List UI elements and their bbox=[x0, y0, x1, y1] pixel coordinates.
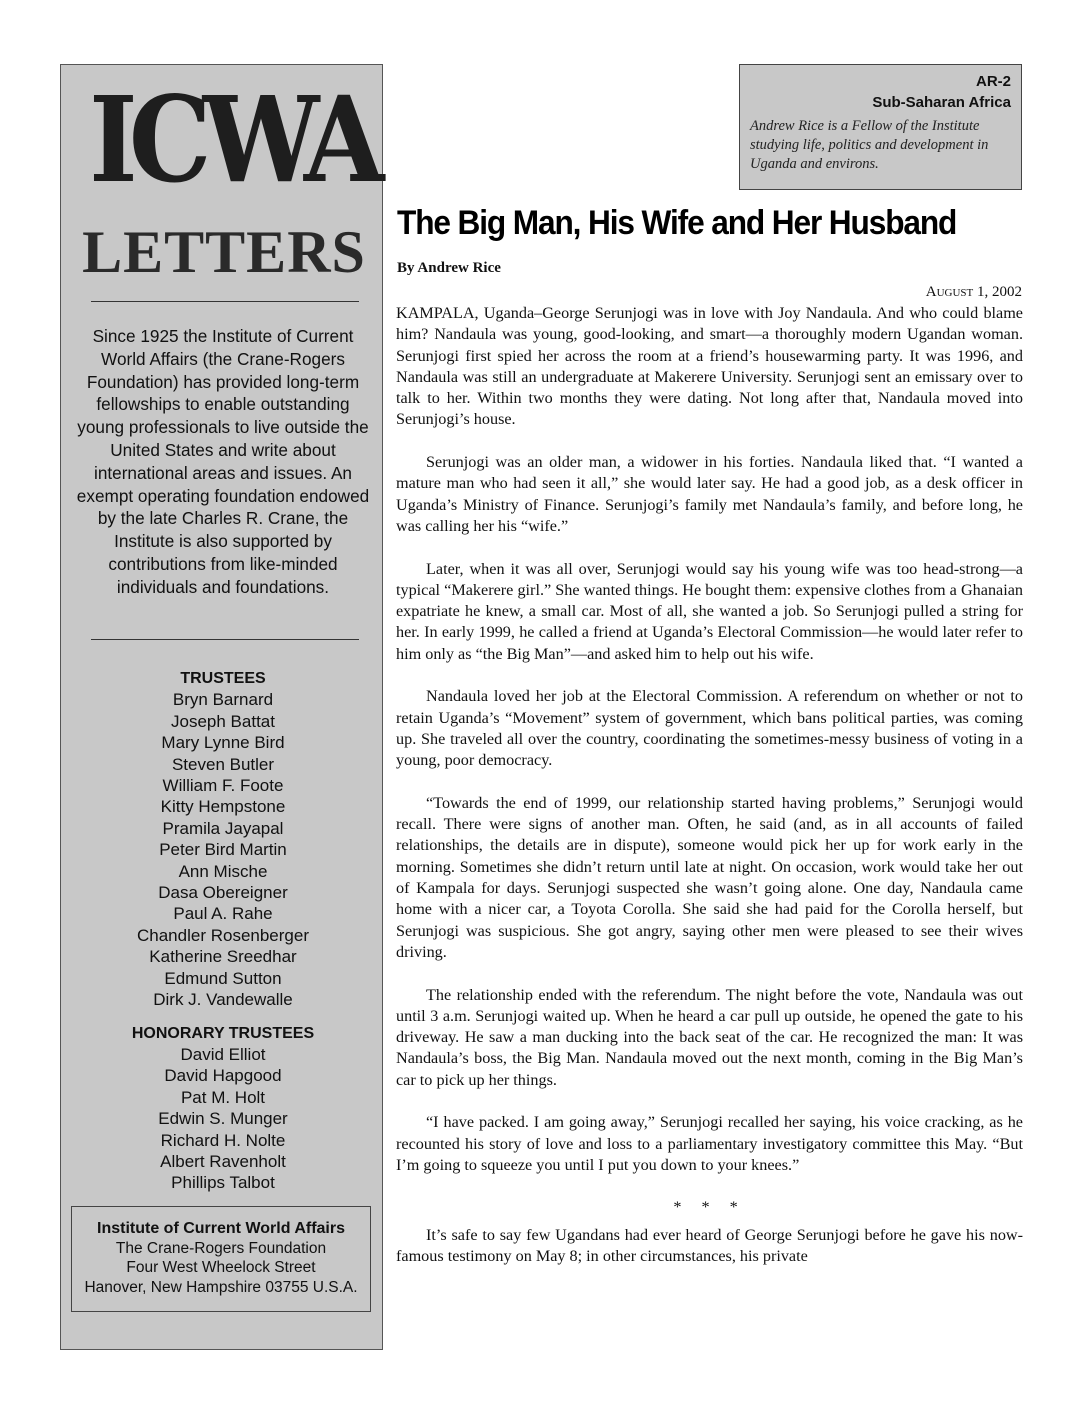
trustee-name: Chandler Rosenberger bbox=[137, 925, 309, 945]
trustee-name: Bryn Barnard bbox=[172, 690, 274, 710]
trustee-name: Joseph Battat bbox=[171, 711, 275, 731]
fellow-description: Andrew Rice is a Fellow of the Institute studying life, politics and development in Uganda and environs. bbox=[750, 118, 989, 172]
trustee-name: Dasa Obereigner bbox=[158, 883, 288, 903]
article-body bbox=[396, 303, 1023, 1289]
region-label: Sub-Saharan Africa bbox=[872, 94, 1011, 111]
letters-logo: LETTERS bbox=[82, 219, 366, 285]
address-foundation: The Crane-Rogers Foundation bbox=[115, 1239, 327, 1257]
trustee-name: Ann Mische bbox=[178, 861, 268, 881]
article-date: August 1, 2002 bbox=[925, 284, 1022, 300]
article-paragraph: The relationship ended with the referendum. The night before the vote, Nandaula was out until 3 a.m. Serunjogi waited up. When he heard a car pull up outside, he opened the gate to his driveway. He saw a man ducking into the back seat of the car. He recognized the man: It was Nandaula’s boss, the Big Man. Nandaula moved out the next month, coming in the Big Man’s car to pick up her things. bbox=[396, 985, 1023, 1089]
honorary-trustee-name: Pat M. Holt bbox=[180, 1087, 266, 1107]
institute-address bbox=[71, 1206, 371, 1312]
honorary-trustee-name: Phillips Talbot bbox=[171, 1173, 275, 1193]
honorary-trustee-name: David Hapgood bbox=[164, 1066, 282, 1086]
issue-code: AR-2 bbox=[975, 73, 1011, 90]
article-paragraph: Nandaula loved her job at the Electoral Commission. A referendum on whether or not to retain Uganda’s “Movement” system of government, which bans political parties, was coming up. She traveled all over the country, coordinating the sometimes-messy business of voting in a young, poor democracy. bbox=[396, 687, 1023, 770]
article-paragraph: Serunjogi was an older man, a widower in his forties. Nandaula liked that. “I wanted a mature man who had seen it all,” she would later say. He had a good job, as a desk officer in Uganda’s Ministry of Finance. Serunjogi’s family met Nandaula’s family, and before long, he was calling her his “wife.” bbox=[396, 453, 1023, 535]
honorary-trustee-name: Edwin S. Munger bbox=[158, 1109, 288, 1129]
honorary-trustee-name: Richard H. Nolte bbox=[160, 1130, 286, 1150]
trustee-name: Katherine Sreedhar bbox=[149, 947, 297, 967]
article-paragraph: “Towards the end of 1999, our relationship started having problems,” Serunjogi would recall. There were signs of another man. Often, he said (and, as in all accounts of failed relationships, the details are in dispute), someone would pick her up for work early in the morning. Sometimes she didn’t return until late at night. On occasion, work would take her out of Kampala for days. Serunjogi suspected she wasn’t going alone. One day, Nandaula came home with a nicer car, a Toyota Corolla. She said she had paid for the Corolla herself, but Serunjogi was suspicious. She got angry, saying other men were pleased to see their wives driving. bbox=[396, 793, 1023, 961]
trustees-section bbox=[75, 668, 371, 1194]
trustee-name: Edmund Sutton bbox=[164, 968, 282, 988]
honorary-trustees-heading: HONORARY TRUSTEES bbox=[131, 1024, 315, 1042]
trustee-name: Kitty Hempstone bbox=[160, 797, 286, 817]
honorary-trustee-name: David Elliot bbox=[180, 1044, 266, 1064]
trustee-name: Peter Bird Martin bbox=[159, 840, 287, 860]
article-title: The Big Man, His Wife and Her Husband bbox=[397, 204, 957, 242]
honorary-trustee-name: Albert Ravenholt bbox=[160, 1151, 286, 1171]
sidebar-divider-bottom bbox=[91, 639, 359, 640]
trustee-name: Steven Butler bbox=[171, 754, 275, 774]
newsletter-info-box bbox=[739, 64, 1022, 190]
address-name: Institute of Current World Affairs bbox=[97, 1220, 345, 1237]
article-paragraph: KAMPALA, Uganda–George Serunjogi was in love with Joy Nandaula. And who could blame him? Nandaula was young, good-looking, and smart—a thoroughly modern Ugandan woman. Serunjogi first spied her across the room at a friend’s housewarming party. It was 1996, and Nandaula was still an undergraduate at Makerere University. Serunjogi sent an emissary over to talk to her. Within two months they were dating. Not long after that, Nandaula moved into Serunjogi’s house. bbox=[396, 304, 1023, 429]
icwa-logo: ICWA bbox=[89, 70, 376, 209]
sidebar-divider-top bbox=[91, 301, 359, 302]
trustee-name: William F. Foote bbox=[162, 776, 284, 796]
article-paragraph: “I have packed. I am going away,” Serunjogi recalled her saying, his voice cracking, as he recounted his story of love and loss to a parliamentary investigatory committee this May. “But I’m going to squeeze you until I put you down to your knees.” bbox=[396, 1113, 1023, 1174]
trustee-name: Pramila Jayapal bbox=[162, 818, 284, 838]
address-street: Four West Wheelock Street bbox=[126, 1259, 316, 1276]
address-city: Hanover, New Hampshire 03755 U.S.A. bbox=[84, 1278, 358, 1296]
article-paragraph: It’s safe to say few Ugandans had ever heard of George Serunjogi before he gave his now-famous testimony on May 8; in other circumstances, his private bbox=[396, 1225, 1023, 1266]
trustee-name: Paul A. Rahe bbox=[173, 904, 273, 924]
section-separator: * * * bbox=[673, 1198, 746, 1217]
trustee-name: Dirk J. Vandewalle bbox=[153, 990, 293, 1010]
article-byline: By Andrew Rice bbox=[397, 260, 501, 276]
trustees-heading: TRUSTEES bbox=[180, 670, 266, 687]
sidebar bbox=[60, 64, 383, 1350]
trustee-name: Mary Lynne Bird bbox=[161, 733, 285, 753]
article-paragraph: Later, when it was all over, Serunjogi would say his young wife was too head-strong—a typical “Makerere girl.” She wanted things. He bought them: expensive clothes from a Ghanaian expatriate he knew, a small car. Most of all, she wanted a job. So Serunjogi pulled a string for her. In early 1999, he called a friend at Uganda’s Electoral Commission—he would later refer to him only as “the Big Man”—and asked him to help out his wife. bbox=[396, 559, 1023, 663]
institute-description: Since 1925 the Institute of Current World Affairs (the Crane-Rogers Foundation) has provided long-term fellowships to enable outstanding young professionals to live outside the United States and write about international areas and issues. An exempt operating foundation endowed by the late Charles R. Crane, the Institute is also supported by contributions from like-minded individuals and foundations. bbox=[76, 326, 370, 597]
